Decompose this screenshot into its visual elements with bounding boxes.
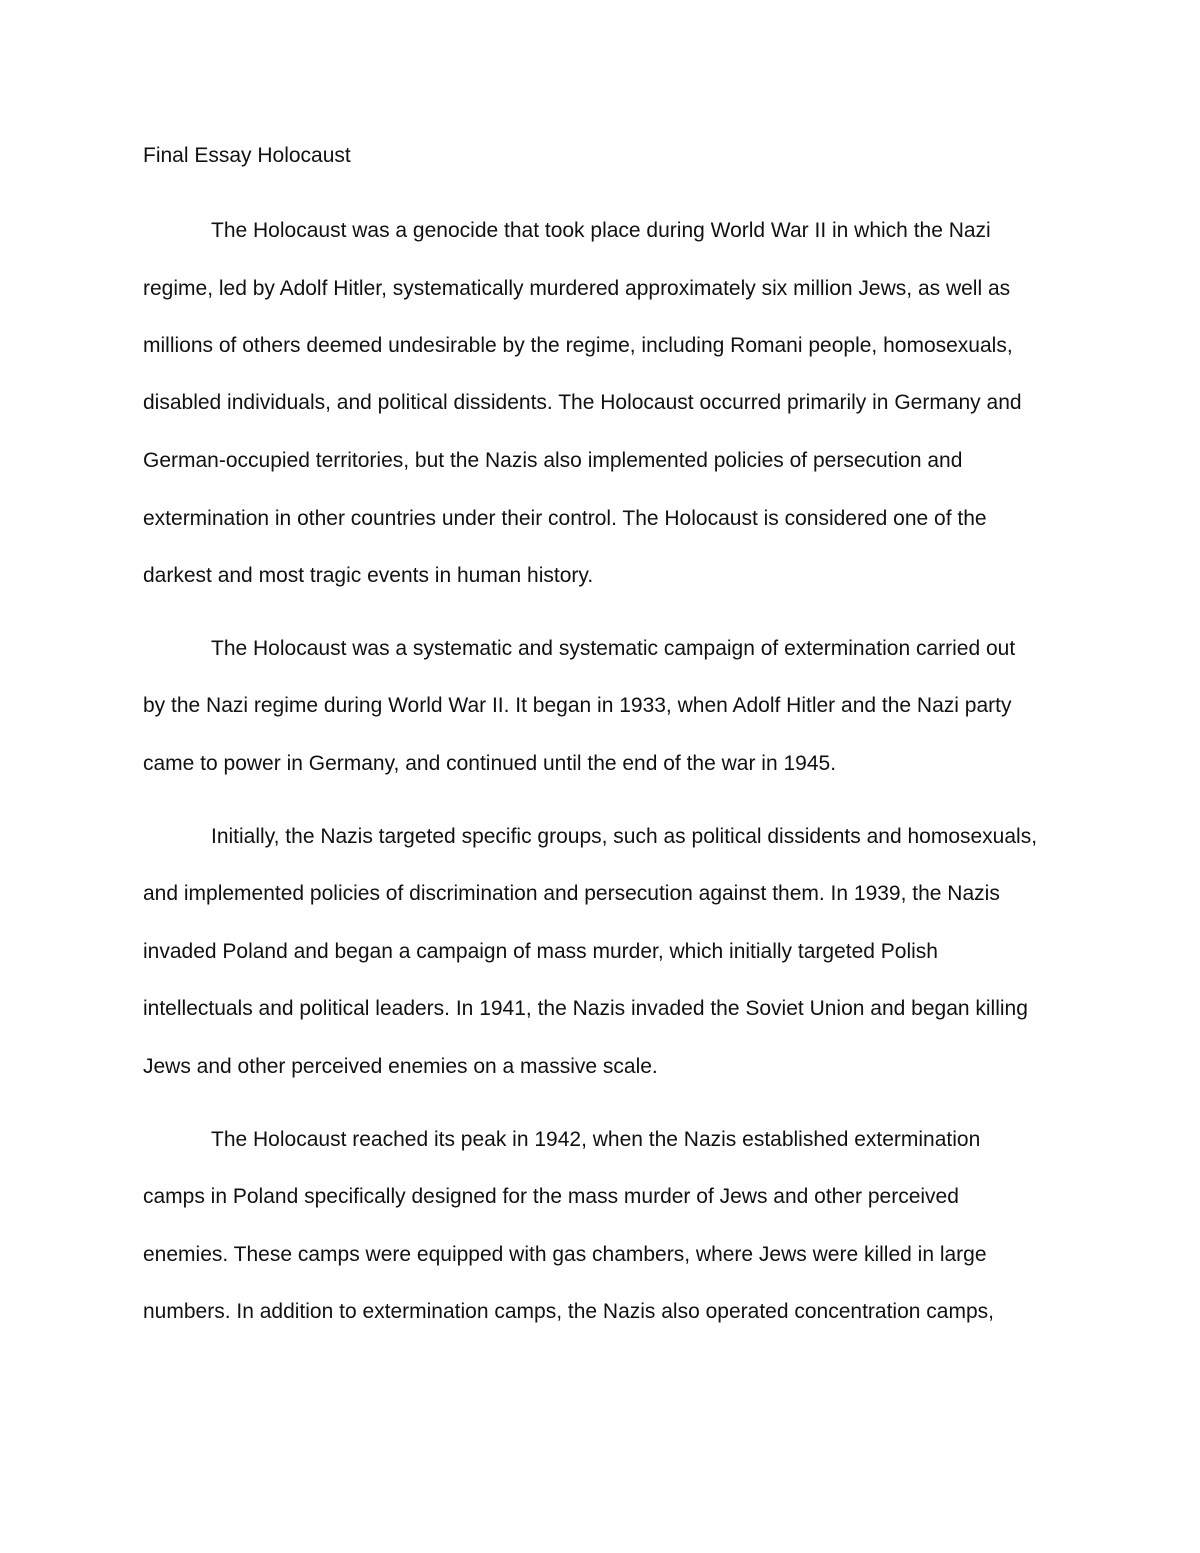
paragraph-3-line-5: Jews and other perceived enemies on a massive scale. bbox=[143, 1055, 658, 1078]
paragraph-2-line-3: came to power in Germany, and continued until the end of the war in 1945. bbox=[143, 752, 837, 775]
paragraph-1-line-4: disabled individuals, and political dissidents. The Holocaust occurred primarily in Germany and bbox=[143, 391, 1022, 414]
paragraph-1-line-7: darkest and most tragic events in human history. bbox=[143, 564, 594, 587]
paragraph-3-line-4: intellectuals and political leaders. In 1941, the Nazis invaded the Soviet Union and began killing bbox=[143, 997, 1028, 1020]
paragraph-1-line-6: extermination in other countries under their control. The Holocaust is considered one of the bbox=[143, 507, 987, 530]
document-title: Final Essay Holocaust bbox=[143, 144, 351, 167]
paragraph-1-line-3: millions of others deemed undesirable by the regime, including Romani people, homosexuals, bbox=[143, 334, 1013, 357]
paragraph-4-line-3: enemies. These camps were equipped with gas chambers, where Jews were killed in large bbox=[143, 1243, 987, 1266]
paragraph-3-line-3: invaded Poland and began a campaign of mass murder, which initially targeted Polish bbox=[143, 940, 938, 963]
paragraph-1-line-5: German-occupied territories, but the Nazis also implemented policies of persecution and bbox=[143, 449, 963, 472]
paragraph-1-line-1: The Holocaust was a genocide that took place during World War II in which the Nazi bbox=[211, 219, 991, 242]
paragraph-3-line-2: and implemented policies of discrimination and persecution against them. In 1939, the Nazis bbox=[143, 882, 1000, 905]
paragraph-2-line-1: The Holocaust was a systematic and systematic campaign of extermination carried out bbox=[211, 637, 1016, 660]
paragraph-3-line-1: Initially, the Nazis targeted specific groups, such as political dissidents and homosexuals, bbox=[211, 825, 1038, 848]
paragraph-4-line-1: The Holocaust reached its peak in 1942, when the Nazis established extermination bbox=[211, 1128, 981, 1151]
paragraph-2-line-2: by the Nazi regime during World War II. It began in 1933, when Adolf Hitler and the Nazi party bbox=[143, 694, 1012, 717]
paragraph-4-line-2: camps in Poland specifically designed for the mass murder of Jews and other perceived bbox=[143, 1185, 959, 1208]
paragraph-4-line-4: numbers. In addition to extermination camps, the Nazis also operated concentration camps, bbox=[143, 1300, 994, 1323]
paragraph-1-line-2: regime, led by Adolf Hitler, systematically murdered approximately six million Jews, as well as bbox=[143, 277, 1011, 300]
